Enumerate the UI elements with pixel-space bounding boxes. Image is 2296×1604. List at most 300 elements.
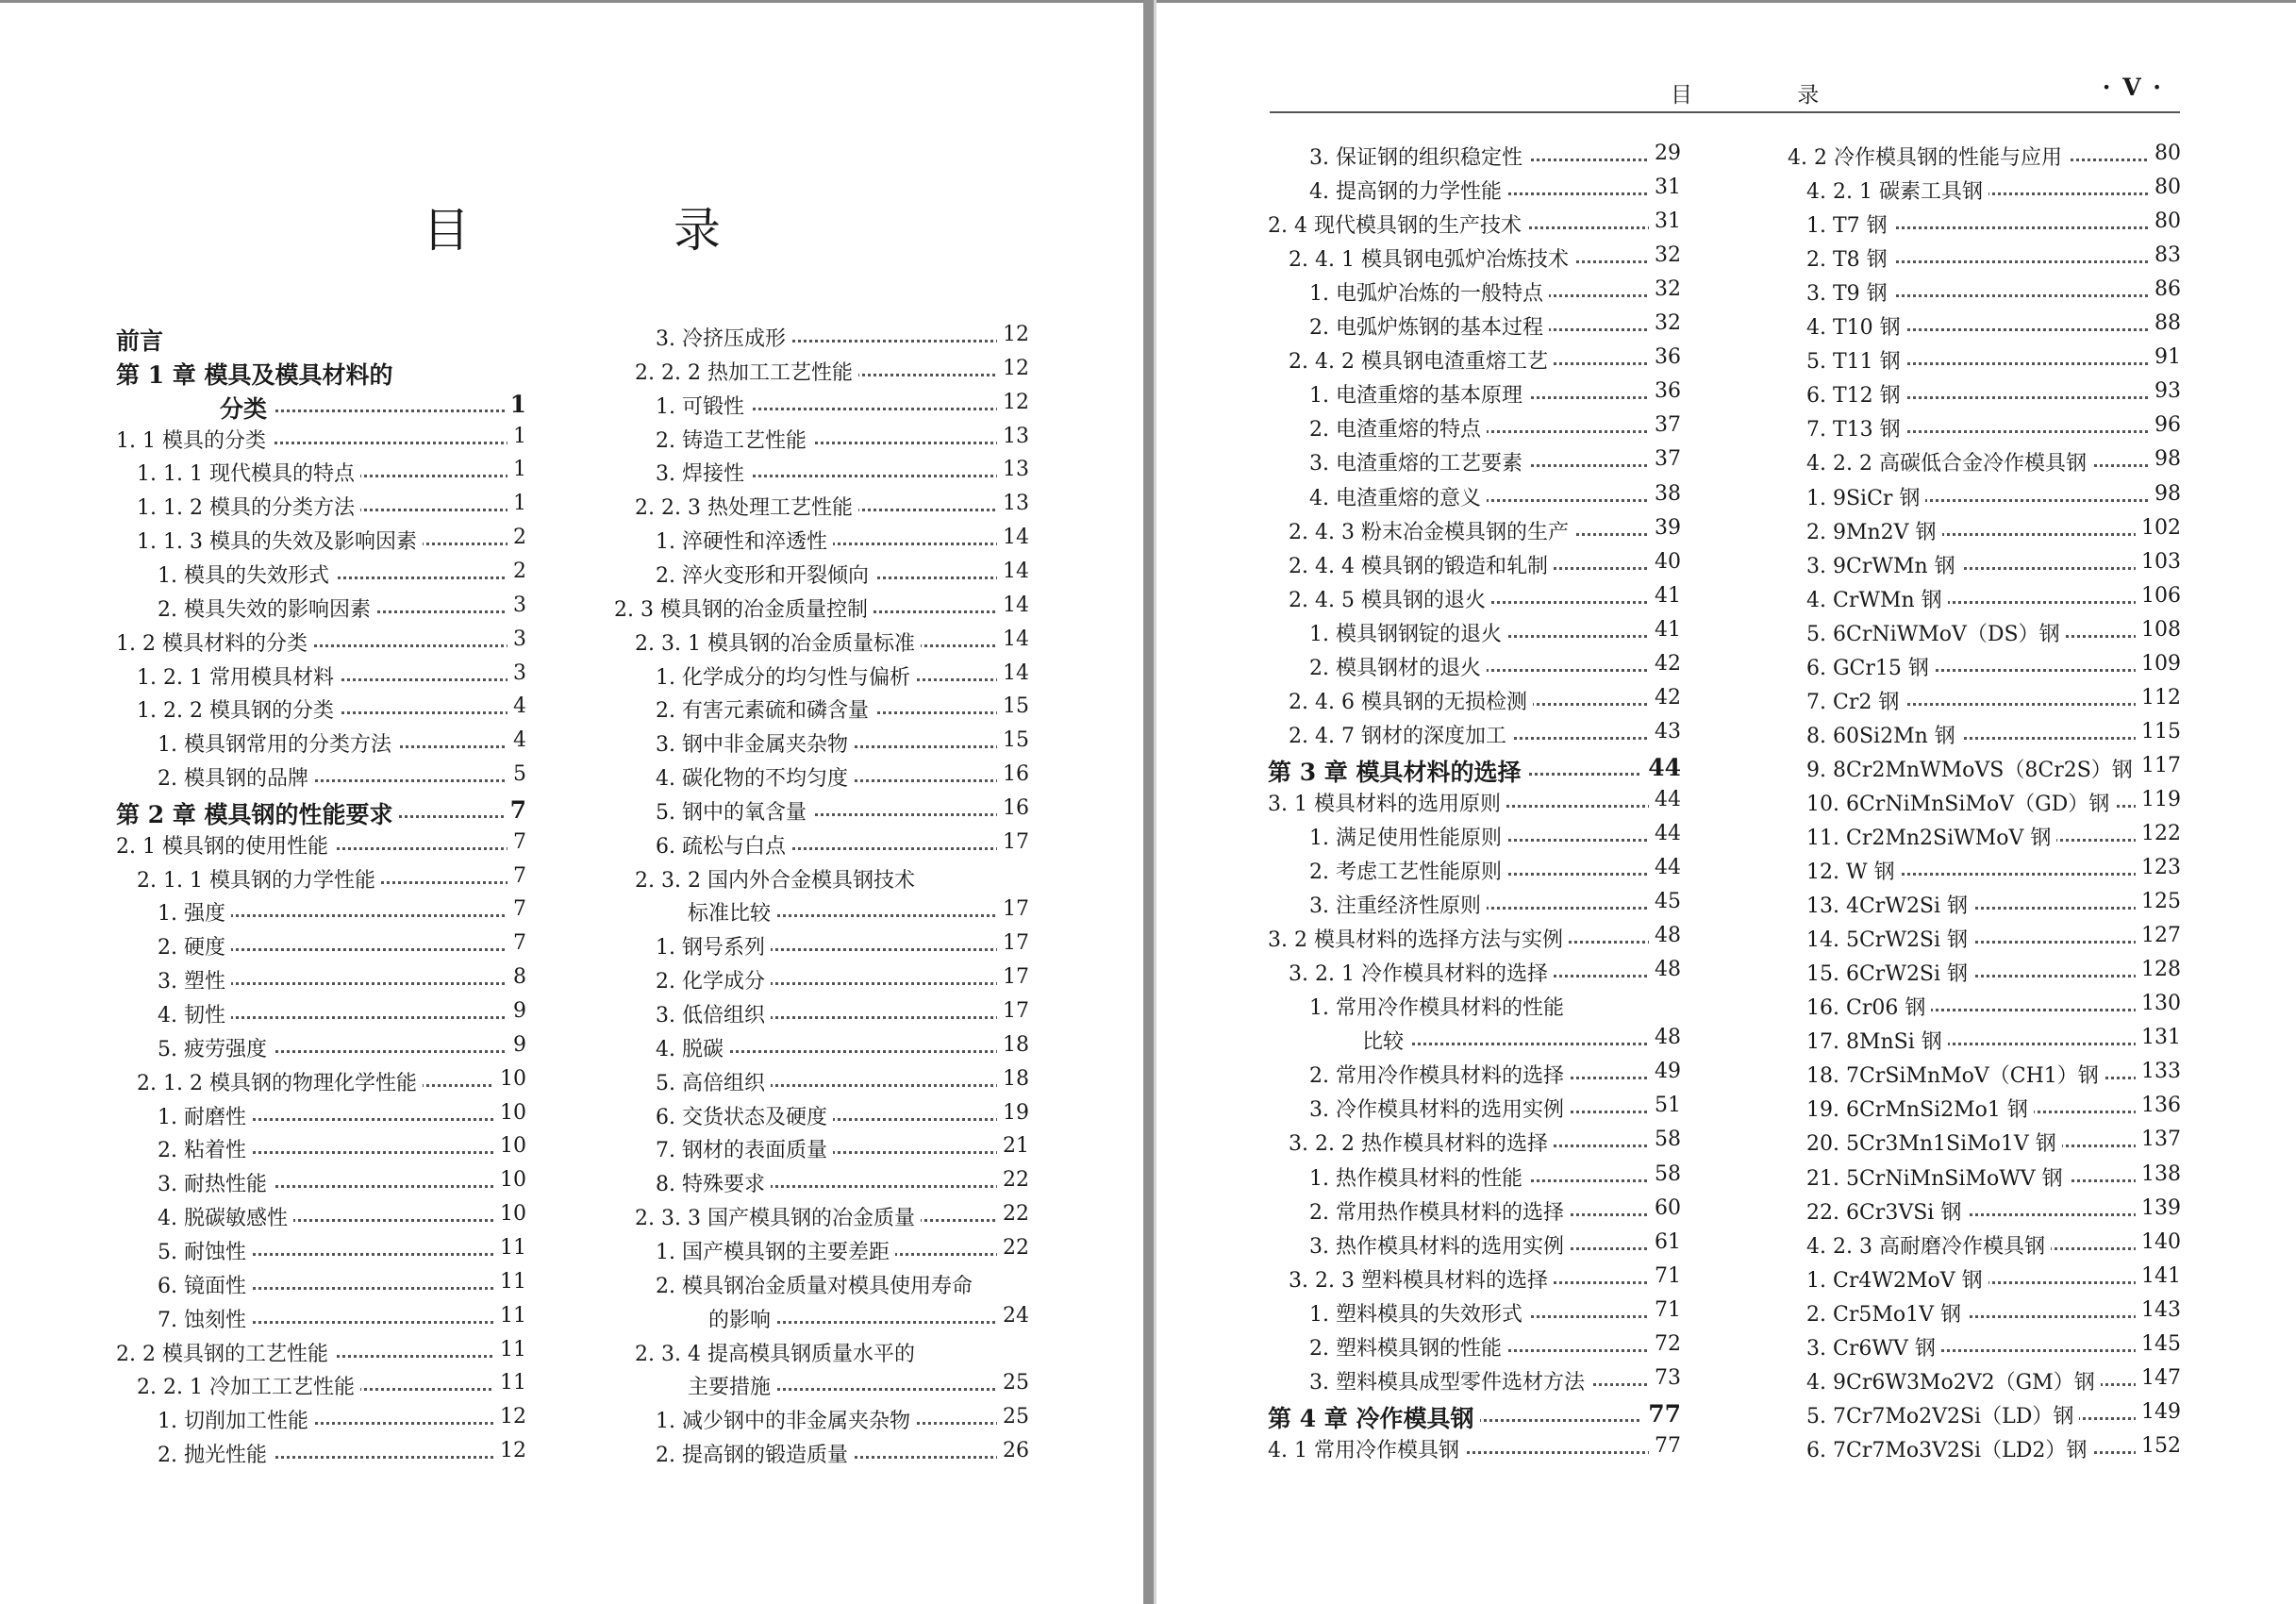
toc-entry-title: 14. 5CrW2Si 钢 [1806, 924, 1973, 953]
toc-page-number: 115 [2136, 720, 2181, 744]
toc-page-number: 17 [997, 965, 1029, 989]
toc-entry-title: 4. 2. 1 碳素工具钢 [1806, 175, 1988, 205]
toc-entry-title: 4. CrWMn 钢 [1806, 584, 1948, 613]
toc-entry-title: 1. 淬硬性和淬透性 [656, 526, 833, 555]
toc-entry-title: 1. 切削加工性能 [158, 1405, 314, 1434]
toc-entry-title: 7. 钢材的表面质量 [656, 1134, 833, 1163]
toc-entry [158, 999, 526, 1028]
toc-entry [158, 1168, 526, 1196]
toc-entry-title: 1. 9SiCr 钢 [1806, 482, 1925, 511]
toc-entry-title: 21. 5CrNiMnSiMoWV 钢 [1806, 1162, 2069, 1192]
toc-page-number: 10 [494, 1168, 526, 1192]
toc-entry-title: 13. 4CrW2Si 钢 [1806, 890, 1973, 919]
toc-page-number: 2 [507, 560, 526, 583]
toc-entry-title: 2. 2. 3 热处理工艺性能 [635, 492, 858, 521]
toc-entry [1806, 890, 2181, 918]
toc-page-number: 10 [494, 1067, 526, 1091]
toc-entry [656, 1134, 1029, 1162]
toc-entry-title: 第 3 章 模具材料的选择 [1268, 754, 1527, 788]
toc-entry [1788, 142, 2181, 170]
toc-entry-title: 7. T13 钢 [1806, 413, 1906, 443]
toc-entry-title: 第 1 章 模具及模具材料的 [116, 357, 399, 391]
toc-entry-title: 2. 3. 4 提高模具钢质量水平的 [635, 1338, 921, 1367]
toc-page-number: 10 [494, 1134, 526, 1158]
toc-entry [1806, 856, 2181, 884]
toc-page-number: 86 [2149, 277, 2181, 301]
toc-page-number: 38 [1649, 482, 1681, 506]
toc-entry-title: 3. 2. 2 热作模具材料的选择 [1289, 1128, 1554, 1157]
toc-page-number: 80 [2149, 175, 2181, 199]
toc-entry [656, 830, 1029, 859]
toc-entry [158, 1236, 526, 1264]
toc-page-number: 14 [997, 627, 1029, 651]
toc-entry [656, 796, 1029, 825]
toc-entry-title: 4. 2. 3 高耐磨冷作模具钢 [1806, 1230, 2051, 1260]
toc-entry-title: 5. 耐蚀性 [158, 1236, 252, 1265]
toc-entry-title: 1. 模具钢钢锭的退火 [1309, 618, 1507, 647]
toc-entry [656, 1270, 1029, 1298]
toc-entry [656, 1439, 1029, 1467]
toc-page-number: 103 [2136, 550, 2181, 574]
toc-page-number: 17 [997, 897, 1029, 921]
toc-page-number: 141 [2136, 1264, 2181, 1288]
toc-entry-title: 2. 电渣重熔的特点 [1309, 413, 1487, 443]
toc-chapter-entry [116, 795, 526, 828]
toc-entry-title: 前言 [116, 323, 169, 357]
toc-entry-title: 3. 注重经济性原则 [1309, 890, 1487, 919]
toc-entry-title: 4. 韧性 [158, 999, 231, 1028]
toc-entry [1806, 958, 2181, 986]
page-gutter [1143, 0, 1154, 1604]
toc-page-number: 4 [507, 728, 526, 752]
toc-entry [1806, 209, 2181, 238]
toc-entry [1309, 175, 1681, 204]
toc-entry-title: 5. 高倍组织 [656, 1067, 771, 1096]
toc-page-number: 14 [997, 560, 1029, 583]
toc-entry-title: 3. Cr6WV 钢 [1806, 1332, 1941, 1362]
toc-entry [158, 560, 526, 588]
toc-page-number: 130 [2136, 992, 2181, 1015]
toc-entry-title: 2. 4. 4 模具钢的锻造和轧制 [1289, 550, 1554, 579]
toc-entry-title: 15. 6CrW2Si 钢 [1806, 958, 1973, 987]
toc-entry [1289, 720, 1681, 748]
toc-page-number: 12 [997, 357, 1029, 380]
toc-entry [635, 1202, 1029, 1230]
toc-entry [1268, 1434, 1681, 1462]
toc-entry [1806, 1230, 2181, 1259]
toc-page-number: 25 [997, 1405, 1029, 1429]
toc-page-number: 152 [2136, 1434, 2181, 1458]
toc-entry [116, 1338, 526, 1366]
toc-entry-title: 2. 铸造工艺性能 [656, 425, 812, 454]
toc-entry-title: 标准比较 [688, 897, 776, 927]
left-page [0, 0, 1143, 1604]
toc-entry-title: 2. 塑料模具钢的性能 [1309, 1332, 1507, 1362]
toc-entry-title: 3. 焊接性 [656, 458, 750, 487]
toc-entry-title: 6. 疏松与白点 [656, 830, 791, 860]
toc-page-number: 7 [505, 796, 526, 824]
toc-page-number: 108 [2136, 618, 2181, 642]
toc-page-number: 14 [997, 661, 1029, 685]
toc-entry-title: 2. 4. 6 模具钢的无损检测 [1289, 686, 1533, 715]
toc-entry [1309, 822, 1681, 850]
toc-page-number: 1 [507, 458, 526, 481]
toc-entry-title: 2. 模具钢材的退火 [1309, 652, 1487, 681]
toc-entry [656, 762, 1029, 791]
running-header [1270, 74, 2180, 113]
toc-page-number: 3 [507, 627, 526, 651]
toc-entry-title: 7. Cr2 钢 [1806, 686, 1905, 715]
toc-page-number: 109 [2136, 652, 2181, 676]
toc-entry-title: 第 2 章 模具钢的性能要求 [116, 796, 399, 830]
toc-page-number: 11 [494, 1236, 526, 1260]
toc-entry-title: 2. Cr5Mo1V 钢 [1806, 1298, 1967, 1328]
toc-entry [1268, 788, 1681, 816]
toc-entry-title: 2. T8 钢 [1806, 243, 1893, 273]
toc-entry [158, 1439, 526, 1467]
toc-entry-title: 2. 3. 1 模具钢的冶金质量标准 [635, 627, 921, 657]
toc-entry [1309, 379, 1681, 408]
toc-entry [1289, 345, 1681, 374]
toc-entry-title: 的影响 [708, 1304, 776, 1333]
toc-entry [656, 965, 1029, 994]
toc-page-number: 61 [1649, 1230, 1681, 1254]
toc-page-number: 7 [507, 897, 526, 921]
toc-entry [1309, 1094, 1681, 1122]
toc-entry-title: 2. 硬度 [158, 931, 231, 961]
toc-entry [1309, 992, 1681, 1020]
toc-entry [116, 425, 526, 453]
toc-entry-title: 1. 钢号系列 [656, 931, 771, 961]
toc-page-number: 10 [494, 1202, 526, 1226]
toc-entry-title: 1. 1 模具的分类 [116, 425, 272, 454]
toc-entry-title: 2. 1 模具钢的使用性能 [116, 830, 334, 860]
toc-entry-title: 2. 3 模具钢的冶金质量控制 [614, 593, 873, 623]
toc-entry [158, 728, 526, 757]
toc-entry-title: 2. 3. 3 国产模具钢的冶金质量 [635, 1202, 921, 1231]
toc-entry [1309, 311, 1681, 340]
toc-entry [1806, 311, 2181, 340]
toc-entry [1309, 277, 1681, 306]
toc-page-number: 39 [1649, 516, 1681, 540]
toc-page-number: 31 [1649, 209, 1681, 233]
toc-page-number: 21 [997, 1134, 1029, 1158]
toc-page-number: 71 [1649, 1264, 1681, 1288]
toc-entry-title: 2. 3. 2 国内外合金模具钢技术 [635, 864, 921, 894]
toc-entry [1309, 652, 1681, 680]
toc-page-number: 37 [1649, 447, 1681, 471]
toc-page-number: 71 [1649, 1298, 1681, 1322]
toc-entry-title: 2. 电弧炉炼钢的基本过程 [1309, 311, 1549, 341]
toc-entry [656, 931, 1029, 960]
toc-page-number: 93 [2149, 379, 2181, 403]
toc-entry [1806, 652, 2181, 680]
toc-entry [656, 1033, 1029, 1061]
toc-entry-title: 6. 交货状态及硬度 [656, 1101, 833, 1130]
toc-page-number: 19 [997, 1101, 1029, 1125]
toc-entry-title: 2. 模具失效的影响因素 [158, 593, 376, 623]
toc-entry [1806, 413, 2181, 442]
toc-page-number: 13 [997, 458, 1029, 481]
toc-entry-title: 17. 8MnSi 钢 [1806, 1026, 1948, 1055]
toc-entry [656, 1067, 1029, 1095]
toc-entry-title: 6. 7Cr7Mo3V2Si（LD2）钢 [1806, 1434, 2092, 1463]
toc-page-number: 91 [2149, 345, 2181, 369]
toc-entry-title: 1. 减少钢中的非金属夹杂物 [656, 1405, 916, 1434]
toc-entry [1309, 890, 1681, 918]
toc-page-number: 13 [997, 425, 1029, 448]
toc-entry-title: 2. 2. 2 热加工工艺性能 [635, 357, 858, 386]
toc-page-number: 16 [997, 762, 1029, 786]
toc-page-number: 31 [1649, 175, 1681, 199]
toc-entry-title: 1. 可锻性 [656, 391, 750, 420]
toc-entry [1806, 1400, 2181, 1429]
toc-entry-title: 1. T7 钢 [1806, 209, 1893, 239]
toc-page-number: 3 [507, 661, 526, 685]
toc-page-number: 42 [1649, 652, 1681, 676]
toc-entry [1362, 1026, 1681, 1054]
toc-entry-title: 1. 常用冷作模具材料的性能 [1309, 992, 1570, 1021]
toc-page-number: 73 [1649, 1366, 1681, 1390]
toc-page-number: 10 [494, 1101, 526, 1125]
toc-page-number: 119 [2136, 788, 2181, 811]
toc-page-number: 48 [1649, 1026, 1681, 1049]
dot-leader [1362, 1043, 1681, 1045]
toc-page-number: 36 [1649, 379, 1681, 403]
toc-page-number: 14 [997, 526, 1029, 549]
toc-page-number: 77 [1649, 1434, 1681, 1458]
toc-entry [1289, 1264, 1681, 1293]
toc-entry [1309, 1332, 1681, 1361]
toc-entry-title: 5. 6CrNiWMoV（DS）钢 [1806, 618, 2066, 647]
toc-page-number: 32 [1649, 311, 1681, 335]
toc-entry-title: 3. 冷作模具材料的选用实例 [1309, 1094, 1570, 1123]
toc-entry-title: 3. 电渣重熔的工艺要素 [1309, 447, 1528, 476]
toc-entry-title: 2. 模具钢的品牌 [158, 762, 314, 792]
toc-page-number: 58 [1649, 1128, 1681, 1151]
toc-entry [1806, 992, 2181, 1020]
toc-chapter-entry [1268, 1399, 1681, 1432]
toc-entry-title: 4. 脱碳敏感性 [158, 1202, 293, 1231]
toc-entry-title: 1. 强度 [158, 897, 231, 927]
toc-entry [708, 1304, 1029, 1332]
toc-page-number: 102 [2136, 516, 2181, 540]
toc-entry-title: 16. Cr06 钢 [1806, 992, 1931, 1021]
toc-entry-title: 3. 钢中非金属夹杂物 [656, 728, 854, 758]
toc-entry-title: 1. 电弧炉冶炼的一般特点 [1309, 277, 1549, 307]
toc-entry-title: 3. 2. 1 冷作模具材料的选择 [1289, 958, 1554, 987]
toc-page-number: 18 [997, 1033, 1029, 1057]
toc-entry-title: 7. 蚀刻性 [158, 1304, 252, 1333]
toc-page-number: 7 [507, 931, 526, 955]
toc-page-number: 44 [1649, 822, 1681, 845]
toc-entry [158, 1101, 526, 1129]
toc-entry-title: 5. 疲劳强度 [158, 1033, 273, 1062]
toc-entry [158, 931, 526, 960]
toc-chapter-entry [116, 357, 526, 389]
toc-page-number: 37 [1649, 413, 1681, 437]
toc-entry-title: 3. 保证钢的组织稳定性 [1309, 142, 1528, 171]
toc-entry-title: 10. 6CrNiMnSiMoV（GD）钢 [1806, 788, 2115, 817]
toc-entry [137, 694, 526, 723]
toc-entry [1806, 550, 2181, 578]
toc-page-number: 11 [494, 1371, 526, 1395]
toc-page-number: 14 [997, 593, 1029, 617]
toc-entry-title: 4. T10 钢 [1806, 311, 1906, 341]
toc-entry [1309, 1366, 1681, 1395]
toc-entry [137, 492, 526, 520]
toc-entry-title: 4. 9Cr6W3Mo2V2（GM）钢 [1806, 1366, 2101, 1395]
toc-page-number: 96 [2149, 413, 2181, 437]
toc-entry-title: 18. 7CrSiMnMoV（CH1）钢 [1806, 1060, 2105, 1089]
toc-entry-title: 22. 6Cr3VSi 钢 [1806, 1196, 1967, 1226]
toc-entry [1806, 243, 2181, 272]
toc-entry [1806, 482, 2181, 510]
toc-entry [1289, 550, 1681, 578]
toc-page-number: 25 [997, 1371, 1029, 1395]
toc-entry-title: 2. 4. 3 粉末冶金模具钢的生产 [1289, 516, 1574, 545]
toc-chapter-entry [1268, 753, 1681, 786]
toc-page-number: 15 [997, 728, 1029, 752]
toc-entry-title: 6. 镜面性 [158, 1270, 252, 1299]
toc-page-number: 83 [2149, 243, 2181, 267]
toc-entry-title: 6. GCr15 钢 [1806, 652, 1935, 681]
toc-entry [1309, 1298, 1681, 1327]
toc-entry [158, 897, 526, 926]
toc-entry [1806, 1026, 2181, 1054]
toc-entry [1309, 142, 1681, 170]
toc-page-number: 77 [1642, 1400, 1681, 1428]
toc-entry [1806, 379, 2181, 408]
toc-entry-title: 3. 耐热性能 [158, 1168, 273, 1197]
toc-entry-title: 2. 4. 7 钢材的深度加工 [1289, 720, 1512, 749]
toc-entry [656, 999, 1029, 1028]
toc-entry-title: 2. 4. 1 模具钢电弧炉冶炼技术 [1289, 243, 1574, 273]
toc-entry [1806, 788, 2181, 816]
toc-entry [1309, 618, 1681, 646]
toc-entry-title: 5. T11 钢 [1806, 345, 1906, 375]
toc-page-number: 44 [1642, 754, 1681, 781]
toc-page-number: 4 [507, 694, 526, 718]
toc-entry-title: 6. T12 钢 [1806, 379, 1906, 409]
toc-entry [1806, 1060, 2181, 1088]
toc-page-number: 2 [507, 526, 526, 549]
toc-page-number: 15 [997, 694, 1029, 718]
toc-page-number: 1 [505, 391, 526, 418]
toc-page-number: 149 [2136, 1400, 2181, 1424]
toc-entry-title: 1. 电渣重熔的基本原理 [1309, 379, 1528, 409]
toc-page-number: 72 [1649, 1332, 1681, 1356]
toc-page-number: 88 [2149, 311, 2181, 335]
toc-entry [656, 560, 1029, 588]
toc-entry-title: 4. 脱碳 [656, 1033, 729, 1062]
toc-entry [137, 1067, 526, 1095]
toc-page-number: 45 [1649, 890, 1681, 913]
toc-entry [158, 1270, 526, 1298]
toc-entry-title: 2. 4. 5 模具钢的退火 [1289, 584, 1491, 613]
toc-entry-title: 1. 1. 2 模具的分类方法 [137, 492, 360, 521]
toc-entry [1806, 720, 2181, 748]
toc-entry-title: 3. 1 模具材料的选用原则 [1268, 788, 1506, 817]
toc-entry-title: 2. 考虑工艺性能原则 [1309, 856, 1507, 885]
toc-entry [656, 694, 1029, 723]
toc-entry [688, 897, 1029, 926]
toc-entry-title: 11. Cr2Mn2SiWMoV 钢 [1806, 822, 2056, 851]
toc-page-number: 17 [997, 999, 1029, 1023]
toc-entry [656, 425, 1029, 453]
toc-entry [137, 458, 526, 486]
toc-page-number: 7 [507, 864, 526, 888]
toc-entry [635, 492, 1029, 520]
toc-entry-title: 主要措施 [688, 1371, 776, 1400]
toc-page-number: 32 [1649, 243, 1681, 267]
toc-page-number: 1 [507, 425, 526, 448]
toc-entry-title: 2. 粘着性 [158, 1134, 252, 1163]
toc-entry [1806, 1332, 2181, 1361]
toc-page-number: 8 [507, 965, 526, 989]
toc-page-number: 26 [997, 1439, 1029, 1462]
toc-entry [137, 661, 526, 690]
toc-entry [1309, 413, 1681, 442]
toc-entry [1289, 584, 1681, 612]
toc-page-number: 12 [997, 323, 1029, 346]
toc-page-number: 11 [494, 1304, 526, 1328]
toc-entry [614, 593, 1029, 622]
toc-entry-title: 4. 1 常用冷作模具钢 [1268, 1434, 1465, 1463]
toc-page-number: 140 [2136, 1230, 2181, 1254]
toc-entry-title: 分类 [220, 391, 273, 425]
toc-page-number: 138 [2136, 1162, 2181, 1186]
toc-page-number: 13 [997, 492, 1029, 515]
toc-page-number: 139 [2136, 1196, 2181, 1220]
toc-entry-title: 1. Cr4W2MoV 钢 [1806, 1264, 1988, 1294]
toc-page-number: 43 [1649, 720, 1681, 744]
toc-page-number: 24 [997, 1304, 1029, 1328]
toc-page-number: 42 [1649, 686, 1681, 710]
toc-page-number: 80 [2149, 209, 2181, 233]
toc-entry [1806, 1434, 2181, 1462]
toc-entry-title: 2. 4 现代模具钢的生产技术 [1268, 209, 1527, 239]
toc-entry-title: 3. 2. 3 塑料模具材料的选择 [1289, 1264, 1554, 1294]
toc-entry [1289, 686, 1681, 714]
toc-page-number: 147 [2136, 1366, 2181, 1390]
toc-page-number: 22 [997, 1236, 1029, 1260]
toc-entry [688, 1371, 1029, 1399]
toc-entry [1806, 1094, 2181, 1122]
toc-page-number: 131 [2136, 1026, 2181, 1049]
toc-page-number: 80 [2149, 142, 2181, 165]
toc-page-number: 122 [2136, 822, 2181, 845]
toc-entry [1806, 618, 2181, 646]
toc-entry-title: 1. 热作模具材料的性能 [1309, 1162, 1528, 1192]
toc-entry [158, 1202, 526, 1230]
toc-entry-title: 2. 化学成分 [656, 965, 771, 994]
toc-page-number: 145 [2136, 1332, 2181, 1356]
toc-entry [1806, 822, 2181, 850]
toc-page-number: 36 [1649, 345, 1681, 369]
toc-entry [158, 1033, 526, 1061]
toc-entry [1806, 924, 2181, 952]
toc-entry-title: 1. 2 模具材料的分类 [116, 627, 313, 657]
toc-entry [635, 1338, 1029, 1366]
page-title: 目 录 [423, 203, 815, 258]
toc-page-number: 137 [2136, 1128, 2181, 1151]
toc-page-number: 123 [2136, 856, 2181, 879]
toc-entry-title: 2. 2. 1 冷加工工艺性能 [137, 1371, 360, 1400]
toc-entry [1806, 447, 2181, 476]
toc-entry [137, 1371, 526, 1399]
toc-entry [656, 661, 1029, 690]
